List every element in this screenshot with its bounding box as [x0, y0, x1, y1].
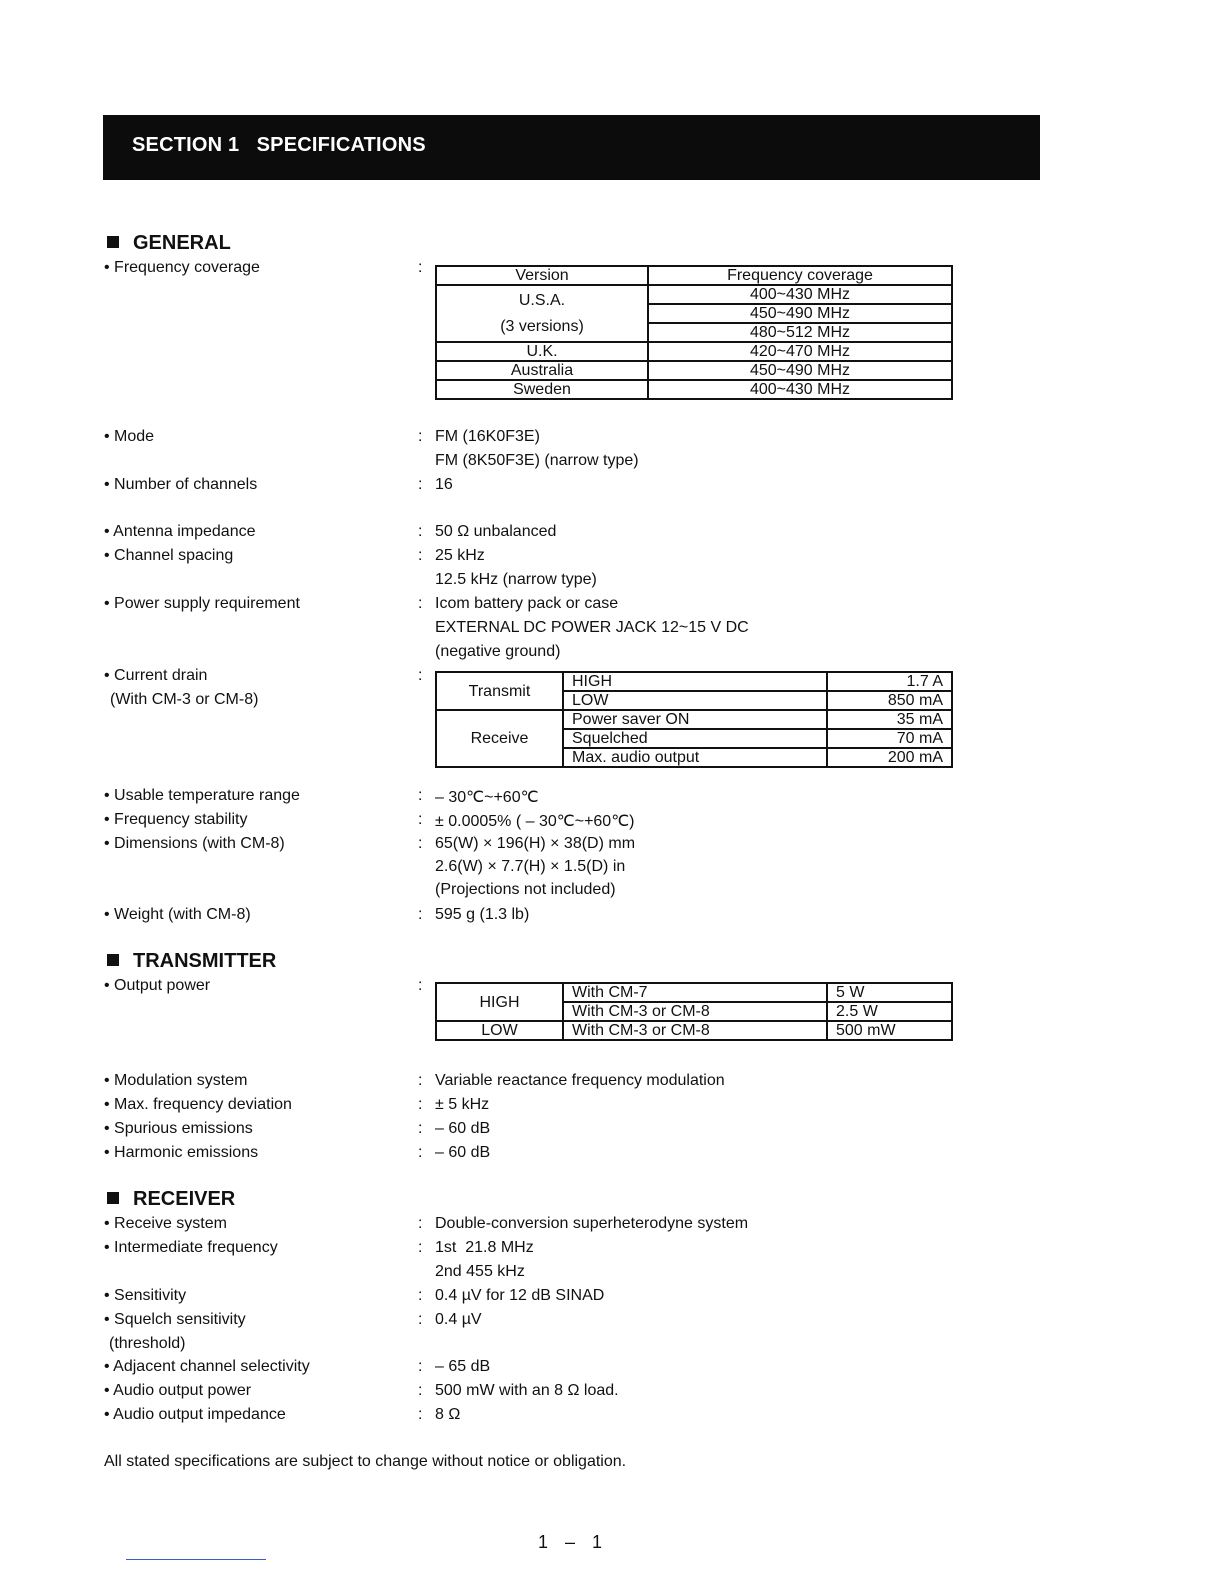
table-cell: 420~470 MHz — [648, 342, 952, 361]
audio-impedance-label: • Audio output impedance — [104, 1406, 286, 1423]
colon: : — [418, 906, 423, 923]
audio-power-value: 500 mW with an 8 Ω load. — [435, 1382, 619, 1399]
mode-label: • Mode — [104, 428, 155, 445]
table-cell: With CM-3 or CM-8 — [563, 1002, 827, 1021]
adjacent-label: • Adjacent channel selectivity — [104, 1358, 310, 1375]
if-value-1st: 1st 21.8 MHz — [435, 1239, 534, 1256]
page-number: 1 – 1 — [538, 1532, 609, 1552]
antenna-label: • Antenna impedance — [104, 523, 256, 540]
table-cell: 450~490 MHz — [648, 361, 952, 380]
power-supply-label: • Power supply requirement — [104, 595, 300, 612]
colon: : — [418, 1120, 423, 1137]
table-row — [436, 672, 952, 691]
table-cell: Power saver ON — [563, 710, 827, 729]
dimensions-value-in: 2.6(W) × 7.7(H) × 1.5(D) in — [435, 858, 626, 875]
colon: : — [418, 1287, 423, 1304]
colon: : — [418, 835, 423, 852]
stability-value: ± 0.0005% ( – 30℃~+60℃) — [435, 813, 635, 830]
temperature-value: – 30℃~+60℃ — [435, 789, 539, 806]
colon: : — [418, 1311, 423, 1328]
table-cell: 480~512 MHz — [648, 323, 952, 342]
colon: : — [418, 259, 423, 276]
deviation-label: • Max. frequency deviation — [104, 1096, 292, 1113]
version-usa: U.S.A. (3 versions) — [436, 285, 648, 342]
harmonic-value: – 60 dB — [435, 1144, 491, 1161]
antenna-value: 50 Ω unbalanced — [435, 523, 557, 540]
mode-value: FM (16K0F3E) — [435, 428, 540, 445]
colon: : — [418, 1382, 423, 1399]
table-cell: LOW — [563, 691, 827, 710]
colon: : — [418, 476, 423, 493]
table-row — [436, 285, 952, 304]
low-cell: LOW — [436, 1021, 563, 1040]
power-supply-value: Icom battery pack or case — [435, 595, 619, 612]
table-cell: 70 mA — [827, 729, 952, 748]
colon: : — [418, 1358, 423, 1375]
colon: : — [418, 787, 423, 804]
table-cell: 400~430 MHz — [648, 285, 952, 304]
power-supply-value-2: EXTERNAL DC POWER JACK 12~15 V DC — [435, 619, 749, 636]
underline-divider — [126, 1559, 266, 1560]
table-cell: 2.5 W — [827, 1002, 952, 1021]
channels-value: 16 — [435, 476, 453, 493]
table-cell: 450~490 MHz — [648, 304, 952, 323]
version-sweden: Sweden — [436, 380, 648, 399]
spacing-value-narrow: 12.5 kHz (narrow type) — [435, 571, 597, 588]
colon: : — [418, 547, 423, 564]
table-row — [436, 710, 952, 729]
power-supply-value-3: (negative ground) — [435, 643, 561, 660]
footnote: All stated specifications are subject to change without notice or obligation. — [104, 1453, 627, 1470]
table-row — [436, 342, 952, 361]
version-uk: U.K. — [436, 342, 648, 361]
square-bullet-icon — [107, 954, 119, 966]
audio-power-label: • Audio output power — [104, 1382, 252, 1399]
squelch-label: • Squelch sensitivity — [104, 1311, 246, 1328]
current-drain-table — [435, 671, 953, 768]
table-cell: 35 mA — [827, 710, 952, 729]
table-cell: 500 mW — [827, 1021, 952, 1040]
frequency-coverage-table — [435, 265, 953, 400]
colon: : — [418, 1406, 423, 1423]
colon: : — [418, 1096, 423, 1113]
table-cell: 200 mA — [827, 748, 952, 767]
modulation-label: • Modulation system — [104, 1072, 248, 1089]
spurious-value: – 60 dB — [435, 1120, 491, 1137]
colon: : — [418, 523, 423, 540]
deviation-value: ± 5 kHz — [435, 1096, 490, 1113]
temperature-label: • Usable temperature range — [104, 787, 300, 804]
stability-label: • Frequency stability — [104, 811, 248, 828]
receive-system-label: • Receive system — [104, 1215, 227, 1232]
sensitivity-value: 0.4 µV for 12 dB SINAD — [435, 1287, 605, 1304]
colon: : — [418, 595, 423, 612]
audio-impedance-value: 8 Ω — [435, 1406, 461, 1423]
section-title: SECTION 1 SPECIFICATIONS — [132, 134, 426, 156]
modulation-value: Variable reactance frequency modulation — [435, 1072, 725, 1089]
channels-label: • Number of channels — [104, 476, 258, 493]
sensitivity-label: • Sensitivity — [104, 1287, 187, 1304]
table-cell: 5 W — [827, 983, 952, 1002]
colon: : — [418, 977, 423, 994]
colon: : — [418, 667, 423, 684]
table-cell: 1.7 A — [827, 672, 952, 691]
receiver-heading: RECEIVER — [107, 1188, 235, 1211]
colon: : — [418, 1072, 423, 1089]
weight-label: • Weight (with CM-8) — [104, 906, 251, 923]
table-row — [436, 380, 952, 399]
dimensions-note: (Projections not included) — [435, 881, 616, 898]
square-bullet-icon — [107, 236, 119, 248]
transmit-cell: Transmit — [436, 672, 563, 710]
if-value-2nd: 2nd 455 kHz — [435, 1263, 525, 1280]
spurious-label: • Spurious emissions — [104, 1120, 253, 1137]
table-row — [436, 983, 952, 1002]
table-cell: HIGH — [563, 672, 827, 691]
spacing-value: 25 kHz — [435, 547, 485, 564]
current-drain-sublabel: (With CM-3 or CM-8) — [110, 691, 259, 708]
colon: : — [418, 428, 423, 445]
table-row — [436, 1021, 952, 1040]
receive-cell: Receive — [436, 710, 563, 767]
dimensions-label: • Dimensions (with CM-8) — [104, 835, 285, 852]
weight-value: 595 g (1.3 lb) — [435, 906, 530, 923]
table-cell: Squelched — [563, 729, 827, 748]
high-cell: HIGH — [436, 983, 563, 1021]
table-cell: 850 mA — [827, 691, 952, 710]
current-drain-label: • Current drain — [104, 667, 208, 684]
square-bullet-icon — [107, 1192, 119, 1204]
if-label: • Intermediate frequency — [104, 1239, 278, 1256]
colon: : — [418, 1215, 423, 1232]
adjacent-value: – 65 dB — [435, 1358, 491, 1375]
table-header: Version — [436, 266, 648, 285]
mode-value-narrow: FM (8K50F3E) (narrow type) — [435, 452, 639, 469]
harmonic-label: • Harmonic emissions — [104, 1144, 259, 1161]
table-row — [436, 361, 952, 380]
version-australia: Australia — [436, 361, 648, 380]
table-cell: Max. audio output — [563, 748, 827, 767]
colon: : — [418, 1239, 423, 1256]
general-heading: GENERAL — [107, 232, 231, 255]
output-power-label: • Output power — [104, 977, 211, 994]
squelch-value: 0.4 µV — [435, 1311, 482, 1328]
receive-system-value: Double-conversion superheterodyne system — [435, 1215, 749, 1232]
frequency-coverage-label: • Frequency coverage — [104, 259, 260, 276]
squelch-sublabel: (threshold) — [109, 1335, 186, 1352]
spacing-label: • Channel spacing — [104, 547, 234, 564]
table-row — [436, 266, 952, 285]
dimensions-value-mm: 65(W) × 196(H) × 38(D) mm — [435, 835, 636, 852]
output-power-table — [435, 982, 953, 1041]
table-header: Frequency coverage — [648, 266, 952, 285]
table-cell: 400~430 MHz — [648, 380, 952, 399]
table-cell: With CM-7 — [563, 983, 827, 1002]
colon: : — [418, 1144, 423, 1161]
colon: : — [418, 811, 423, 828]
transmitter-heading: TRANSMITTER — [107, 950, 276, 973]
table-cell: With CM-3 or CM-8 — [563, 1021, 827, 1040]
